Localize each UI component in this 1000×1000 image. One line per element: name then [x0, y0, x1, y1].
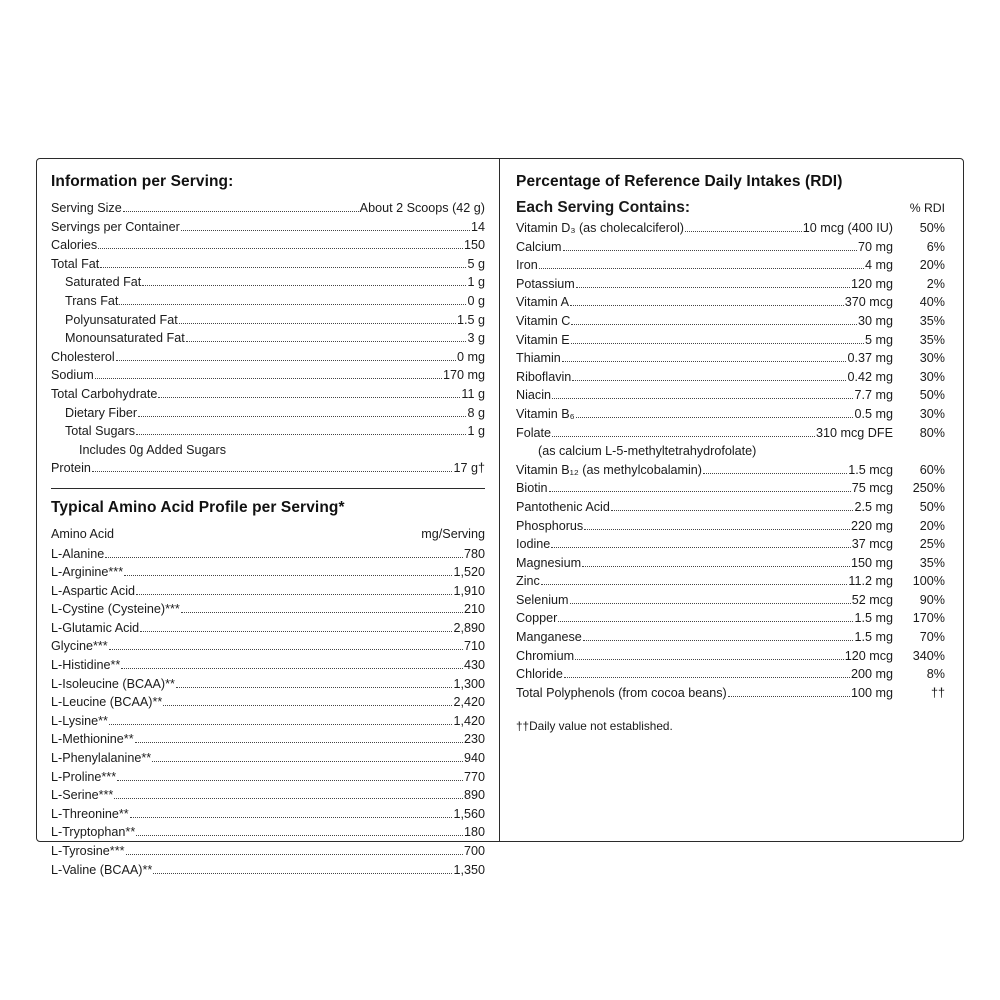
rdi-rows: [516, 219, 945, 702]
table-row: [516, 572, 945, 591]
leader-dots: [582, 565, 850, 567]
table-row: [516, 498, 945, 517]
row-value: 1,300: [453, 676, 485, 691]
serving-rows: [51, 199, 485, 478]
row-value: 1,420: [453, 713, 485, 728]
table-row: [51, 805, 485, 824]
row-value: 37 mcg: [851, 537, 893, 552]
table-row: [516, 293, 945, 312]
row-value: 4 mg: [865, 258, 893, 273]
table-row: [51, 255, 485, 274]
table-row: [516, 628, 945, 647]
table-row: [516, 331, 945, 350]
leader-dots: [571, 342, 864, 344]
table-row: [51, 675, 485, 694]
leader-dots: [117, 779, 463, 781]
leader-dots: [98, 247, 463, 249]
row-label: Vitamin A: [516, 295, 569, 310]
leader-dots: [126, 853, 463, 855]
row-value: 11 g: [461, 386, 485, 401]
row-value: 1 g: [467, 424, 485, 439]
row-value: 210: [463, 602, 485, 617]
leader-dots: [570, 602, 851, 604]
row-label: Monounsaturated Fat: [65, 331, 185, 346]
row-label: Total Fat: [51, 256, 100, 271]
row-value: 710: [463, 639, 485, 654]
table-row: [516, 349, 945, 368]
row-value: 780: [463, 546, 485, 561]
row-percent: 30%: [919, 369, 945, 384]
amino-acid-title: Typical Amino Acid Profile per Serving*: [51, 498, 345, 516]
leader-dots: [181, 229, 470, 231]
leader-dots: [136, 433, 466, 435]
row-value: 7.7 mg: [854, 388, 893, 403]
row-label: Magnesium: [516, 555, 582, 570]
row-value: 30 mg: [857, 313, 893, 328]
added-sugars-note: Includes 0g Added Sugars: [79, 442, 227, 457]
table-row: [51, 563, 485, 582]
row-percent: 80%: [919, 425, 945, 440]
row-percent: 90%: [919, 592, 945, 607]
table-row: [51, 273, 485, 292]
row-label: Vitamin B₁₂ (as methylcobalamin): [516, 462, 702, 477]
leader-dots: [119, 303, 466, 305]
table-row: [516, 256, 945, 275]
row-value: 0 g: [467, 293, 485, 308]
row-label: L-Phenylalanine**: [51, 751, 152, 766]
row-percent: 8%: [926, 667, 945, 682]
leader-dots: [558, 620, 853, 622]
table-row: [51, 619, 485, 638]
row-percent: 50%: [919, 221, 945, 235]
row-value: 1.5 mg: [854, 611, 893, 626]
table-row: [51, 292, 485, 311]
leader-dots: [552, 397, 853, 399]
row-value: 3 g: [467, 331, 485, 346]
table-row: [51, 329, 485, 348]
row-value: About 2 Scoops (42 g): [359, 201, 485, 215]
row-label: L-Tyrosine***: [51, 844, 125, 858]
row-label: Selenium: [516, 592, 569, 607]
row-percent: 2%: [926, 276, 945, 291]
row-value: 1.5 mg: [854, 630, 893, 645]
leader-dots: [186, 340, 467, 342]
row-label: Phosphorus: [516, 518, 584, 533]
row-label: Chloride: [516, 667, 563, 682]
row-value: 1 g: [467, 275, 485, 290]
leader-dots: [138, 415, 466, 417]
rdi-column: [500, 159, 963, 841]
row-value: 0.42 mg: [847, 369, 893, 384]
row-label: Thiamin: [516, 351, 561, 366]
row-label: Potassium: [516, 276, 575, 291]
table-row: [516, 684, 945, 703]
table-row: [51, 861, 485, 880]
amino-acid-col-value: mg/Serving: [421, 526, 485, 541]
leader-dots: [552, 435, 815, 437]
leader-dots: [703, 472, 847, 474]
row-value: 430: [463, 658, 485, 673]
row-label: Calories: [51, 238, 98, 253]
row-value: 770: [463, 769, 485, 784]
rdi-footnote: ††Daily value not established.: [516, 719, 673, 734]
rdi-title: Percentage of Reference Daily Intakes (RDI): [516, 173, 843, 190]
row-percent: 40%: [919, 295, 945, 310]
row-value: 52 mcg: [851, 592, 893, 607]
row-percent: 6%: [926, 239, 945, 254]
leader-dots: [136, 834, 463, 836]
row-label: L-Valine (BCAA)**: [51, 862, 153, 877]
row-value: 890: [463, 788, 485, 803]
row-value: 310 mcg DFE: [816, 425, 893, 440]
row-label: L-Glutamic Acid: [51, 620, 140, 635]
row-percent: 340%: [912, 648, 945, 663]
leader-dots: [176, 686, 453, 688]
leader-dots: [575, 658, 844, 660]
leader-dots: [583, 639, 854, 641]
row-label: Vitamin E: [516, 332, 570, 347]
leader-dots: [562, 360, 847, 362]
row-value: 14: [470, 219, 485, 234]
table-row: [516, 405, 945, 424]
row-label: Pantothenic Acid: [516, 499, 610, 514]
table-row: [516, 665, 945, 684]
folate-source-note: (as calcium L-5-methyltetrahydrofolate): [538, 444, 757, 459]
table-row: [51, 768, 485, 787]
row-value: 2,420: [453, 695, 485, 710]
leader-dots: [549, 490, 851, 492]
table-row: [516, 479, 945, 498]
row-label: Total Carbohydrate: [51, 386, 158, 401]
row-label: L-Lysine**: [51, 713, 108, 728]
row-label: Protein: [51, 461, 91, 476]
row-value: 230: [463, 732, 485, 747]
table-row: [51, 823, 485, 842]
row-label: L-Leucine (BCAA)**: [51, 695, 163, 710]
row-label: Polyunsaturated Fat: [65, 312, 178, 327]
table-row: [516, 591, 945, 610]
leader-dots: [611, 509, 854, 511]
table-row: [516, 554, 945, 573]
row-label: Servings per Container: [51, 219, 180, 234]
table-row: [516, 386, 945, 405]
row-value: 0 mg: [457, 349, 485, 364]
row-label: Niacin: [516, 388, 551, 403]
row-value: 0.37 mg: [847, 351, 893, 366]
row-percent: 250%: [912, 481, 945, 496]
row-label: Riboflavin: [516, 369, 572, 384]
leader-dots: [576, 286, 850, 288]
information-per-serving-title: Information per Serving:: [51, 173, 234, 190]
row-label: Glycine***: [51, 639, 108, 654]
row-label: Manganese: [516, 630, 582, 645]
row-label: Calcium: [516, 239, 562, 254]
row-value: 1,560: [453, 806, 485, 821]
row-label: Biotin: [516, 481, 548, 496]
row-label: L-Isoleucine (BCAA)**: [51, 676, 175, 691]
row-label: Saturated Fat: [65, 275, 142, 290]
row-label: Iron: [516, 258, 538, 273]
row-label: L-Alanine: [51, 546, 105, 561]
leader-dots: [572, 379, 846, 381]
row-percent: 35%: [919, 332, 945, 347]
table-row: [516, 368, 945, 387]
row-label: Vitamin D₃ (as cholecalciferol): [516, 221, 684, 235]
row-value: 150: [463, 238, 485, 253]
table-row: [516, 275, 945, 294]
table-row: [51, 385, 485, 404]
row-value: 75 mcg: [851, 481, 893, 496]
amino-acid-column-headers: [51, 525, 485, 544]
row-value: 2,890: [453, 620, 485, 635]
row-label: L-Threonine**: [51, 806, 129, 821]
row-percent: 70%: [919, 630, 945, 645]
row-label: Chromium: [516, 648, 575, 663]
row-percent: 100%: [912, 574, 945, 589]
leader-dots: [153, 872, 452, 874]
leader-dots: [576, 416, 854, 418]
leader-dots: [539, 267, 864, 269]
leader-dots: [136, 593, 452, 595]
amino-acid-rows: [51, 545, 485, 880]
leader-dots: [685, 230, 802, 232]
table-row: [516, 535, 945, 554]
leader-dots: [181, 611, 463, 613]
leader-dots: [123, 210, 359, 212]
row-value: 5 mg: [865, 332, 893, 347]
row-label: Zinc: [516, 574, 540, 589]
leader-dots: [114, 797, 463, 799]
leader-dots: [541, 583, 848, 585]
rdi-subheader: [516, 199, 945, 217]
rdi-subtitle: Each Serving Contains:: [516, 199, 690, 216]
row-value: 0.5 mg: [854, 406, 893, 421]
row-percent: 50%: [919, 388, 945, 403]
leader-dots: [130, 816, 453, 818]
table-row: [51, 545, 485, 564]
table-row: [51, 730, 485, 749]
leader-dots: [571, 323, 857, 325]
row-value: 10 mcg (400 IU): [802, 221, 893, 235]
leader-dots: [121, 667, 463, 669]
row-value: 1.5 g: [456, 312, 485, 327]
table-row: [51, 199, 485, 218]
row-value: 120 mg: [850, 276, 893, 291]
amino-acid-col-label: Amino Acid: [51, 526, 114, 541]
section-divider: [51, 488, 485, 489]
leader-dots: [116, 359, 456, 361]
leader-dots: [92, 470, 453, 472]
row-label: L-Methionine**: [51, 732, 134, 747]
table-row: [51, 712, 485, 731]
leader-dots: [95, 377, 442, 379]
leader-dots: [140, 630, 452, 632]
row-value: 940: [463, 751, 485, 766]
leader-dots: [100, 266, 466, 268]
row-percent: 35%: [919, 313, 945, 328]
table-row-protein: [51, 459, 485, 478]
row-label: L-Histidine**: [51, 658, 121, 673]
row-value: 220 mg: [850, 518, 893, 533]
row-percent: 170%: [912, 611, 945, 626]
table-row: [51, 786, 485, 805]
leader-dots: [563, 249, 857, 251]
row-value: 8 g: [467, 405, 485, 420]
table-row: [51, 366, 485, 385]
table-row: [51, 311, 485, 330]
row-value: 180: [463, 825, 485, 840]
table-row: [51, 348, 485, 367]
row-label: Vitamin B₆: [516, 406, 575, 421]
row-value: 11.2 mg: [848, 574, 893, 589]
row-label: L-Arginine***: [51, 565, 124, 580]
row-label: Copper: [516, 611, 558, 626]
row-value: 100 mg: [850, 685, 893, 700]
table-row: [51, 422, 485, 441]
row-percent: 25%: [919, 537, 945, 552]
leader-dots: [570, 304, 844, 306]
row-value: 1,350: [453, 862, 485, 877]
table-row: [516, 219, 945, 238]
nutrition-facts-panel: [36, 158, 964, 877]
leader-dots: [728, 695, 850, 697]
row-value: 17 g†: [453, 461, 485, 476]
row-label: Vitamin C: [516, 313, 571, 328]
row-value: 70 mg: [857, 239, 893, 254]
table-row: [51, 582, 485, 601]
row-percent: 60%: [919, 462, 945, 477]
table-row: [51, 842, 485, 861]
leader-dots: [135, 741, 463, 743]
row-value: 170 mg: [442, 368, 485, 383]
row-percent: 50%: [919, 499, 945, 514]
row-label: L-Proline***: [51, 769, 117, 784]
row-value: 370 mcg: [844, 295, 893, 310]
row-value: 1,910: [453, 583, 485, 598]
leader-dots: [142, 284, 466, 286]
row-label: Sodium: [51, 368, 94, 383]
table-row: [51, 693, 485, 712]
row-label: Dietary Fiber: [65, 405, 138, 420]
row-value: 2.5 mg: [854, 499, 893, 514]
leader-dots: [584, 528, 850, 530]
leader-dots: [158, 396, 460, 398]
leader-dots: [163, 704, 452, 706]
leader-dots: [564, 676, 850, 678]
leader-dots: [105, 556, 463, 558]
row-label: Total Sugars: [65, 424, 136, 439]
table-row: [516, 461, 945, 480]
table-row: [51, 749, 485, 768]
table-row: [51, 404, 485, 423]
information-per-serving-column: [37, 159, 499, 877]
row-label: L-Serine***: [51, 788, 114, 803]
row-value: 1.5 mcg: [848, 462, 893, 477]
row-label: L-Tryptophan**: [51, 825, 136, 840]
rdi-percent-header: % RDI: [909, 201, 945, 215]
table-row: [51, 218, 485, 237]
leader-dots: [152, 760, 463, 762]
leader-dots: [551, 546, 850, 548]
row-percent: 20%: [919, 518, 945, 533]
row-value: 120 mcg: [844, 648, 893, 663]
table-row: [516, 238, 945, 257]
leader-dots: [109, 648, 463, 650]
table-row: [51, 637, 485, 656]
row-label: Trans Fat: [65, 293, 119, 308]
row-label: Cholesterol: [51, 349, 115, 364]
row-percent: 20%: [919, 258, 945, 273]
row-value: 150 mg: [850, 555, 893, 570]
row-percent: 30%: [919, 351, 945, 366]
table-row: [516, 647, 945, 666]
table-row: [51, 600, 485, 619]
row-value: 5 g: [467, 256, 485, 271]
leader-dots: [179, 322, 456, 324]
row-percent: ††: [930, 685, 945, 700]
table-row: [516, 424, 945, 443]
leader-dots: [124, 574, 452, 576]
row-label: Iodine: [516, 537, 551, 552]
row-label: L-Cystine (Cysteine)***: [51, 602, 180, 617]
row-label: Serving Size: [51, 201, 122, 215]
row-value: 200 mg: [850, 667, 893, 682]
row-label: Total Polyphenols (from cocoa beans): [516, 685, 727, 700]
row-value: 1,520: [453, 565, 485, 580]
row-label: L-Aspartic Acid: [51, 583, 135, 598]
table-row: [516, 312, 945, 331]
table-row: [51, 656, 485, 675]
row-percent: 30%: [919, 406, 945, 421]
row-percent: 35%: [919, 555, 945, 570]
table-row: [516, 609, 945, 628]
table-row: [516, 517, 945, 536]
leader-dots: [109, 723, 453, 725]
row-value: 700: [463, 844, 485, 858]
row-label: Folate: [516, 425, 552, 440]
table-row: [51, 236, 485, 255]
